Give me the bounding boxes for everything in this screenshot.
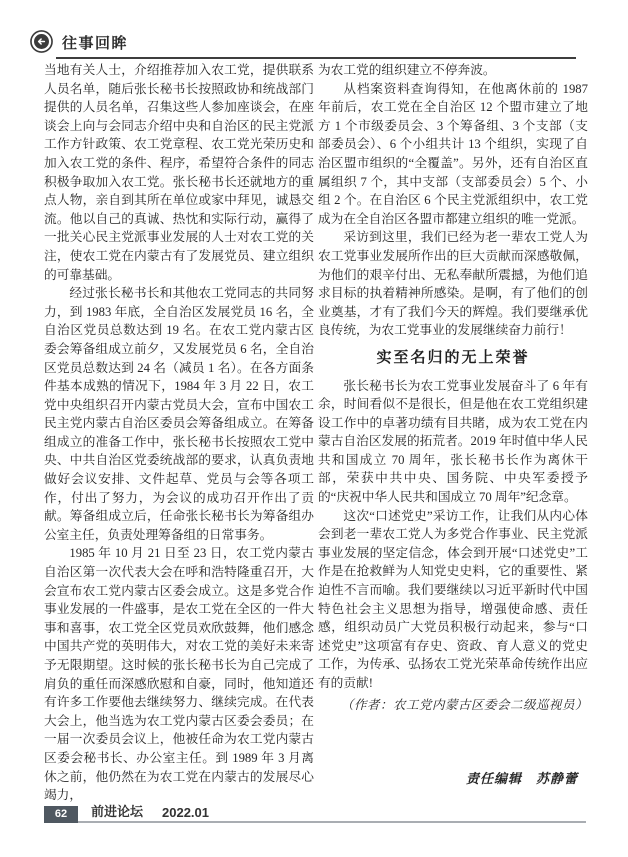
circled-back-arrow-icon — [30, 30, 53, 53]
article-paragraph: 为农工党的组织建立不停奔波。 — [318, 63, 496, 77]
article-column-right — [318, 61, 588, 789]
article-paragraph: 采访到这里，我们已经为老一辈农工党人为农工党事业发展所作出的巨大贡献而深感敬佩，为他们的艰辛付出、无私奉献所震撼，为他们追求目标的执着精神所感染。是啊，有了他们的创业奠基，才有了我们今天的辉煌。我们要继承优良传统，为农工党事业的发展继续奋力前行！ — [318, 230, 588, 338]
issue-number: 2022.01 — [162, 805, 209, 820]
page-number-badge: 62 — [44, 806, 78, 823]
journal-title: 前进论坛 — [91, 804, 144, 819]
article-column-left — [44, 61, 314, 805]
editor-credit: 责任编辑 苏静蕾 — [465, 771, 578, 787]
article-paragraph: 经过张长秘书长和其他农工党同志的共同努力，到 1983 年底，全自治区发展党员 16 名，全自治区党员总数达到 19 名。在农工党内蒙古区委会筹备组成立前夕，又发展党员 6 名，全自治区党员总数达到 24 名（减员 1 名）。在各方面条件基本成熟的情况下，1984 年 3 月 22 日，农工党中央组织召开内蒙古党员大会，宣布中国农工民主党内蒙古自治区委员会筹备组成立。在筹备组成立的准备工作中，张长秘书长按照农工党中央、中共自治区党委统战部的要求，认真负责地做好会议安排、文件起草、党员与会等各项工作，付出了努力，为会议的成功召开作出了贡献。筹备组成立后，任命张长秘书长为筹备组办公室主任，负责处理筹备组的日常事务。 — [44, 286, 314, 542]
author-note: （作者：农工党内蒙古区委会二级巡视员） — [340, 697, 588, 712]
section-label: 往事回眸 — [62, 35, 129, 52]
section-heading: 实至名归的无上荣誉 — [376, 349, 530, 366]
article-paragraph: 当地有关人士，介绍推荐加入农工党，提供联系人员名单，随后张长秘书长按照政协和统战部门提供的人员名单，召集这些人参加座谈会，在座谈会上向与会同志介绍中央和自治区的民主党派工作方针政策、农工党章程、农工党光荣历史和加入农工党的条件、程序，希望符合条件的同志积极争取加入农工党。张长秘书长还就地方的重点人物，亲自到其所在单位或家中拜见，诚恳交流。他以自己的真诚、热忱和实际行动，赢得了一批关心民主党派事业发展的人士对农工党的关注，使农工党在内蒙古有了发展党员、建立组织的可靠基础。 — [44, 63, 314, 282]
footer-rule — [44, 821, 586, 823]
header-rule — [56, 57, 576, 59]
page-footer — [44, 805, 586, 823]
article-paragraph: 从档案资料查询得知，在他离休前的 1987 年前后，农工党在全自治区 12 个盟市建立了地方 1 个市级委员会、3 个筹备组、3 个支部（支部委员会）、6 个小组共计 13 个组织，实现了自治区盟市组织的“全覆盖”。另外，还有自治区直属组织 7 个，其中支部（支部委员会）5 个、小组 2 个。在自治区 6 个民主党派组织中，农工党成为在全自治区各盟市都建立组织的唯一党派。 — [318, 81, 588, 226]
article-paragraph: 1985 年 10 月 21 日至 23 日，农工党内蒙古自治区第一次代表大会在呼和浩特隆重召开，大会宣布农工党内蒙古区委会成立。这是多党合作事业发展的一件盛事，是农工党在全区的一件大事和喜事，农工党全区党员欢欣鼓舞，他们感念中国共产党的英明伟大，对农工党的美好未来寄予无限期望。这时候的张长秘书长为自己完成了肩负的重任而深感欣慰和自豪，同时，他知道还有许多工作要他去继续努力、继续完成。在代表大会上，他当选为农工党内蒙古区委会委员；在一届一次委员会议上，他被任命为农工党内蒙古区委会秘书长、办公室主任。到 1989 年 3 月离休之前，他仍然在为农工党在内蒙古的发展尽心竭力， — [44, 546, 314, 803]
article-paragraph: 张长秘书长为农工党事业发展奋斗了 6 年有余，时间看似不是很长，但是他在农工党组织建设工作中的卓著功绩有目共睹，成为农工党在内蒙古自治区发展的拓荒者。2019 年时值中华人民共和国成立 70 周年，张长秘书长作为离休干部，荣获中共中央、国务院、中央军委授予的“庆祝中华人民共和国成立 70 周年”纪念章。 — [318, 378, 588, 505]
article-paragraph: 这次“口述党史”采访工作，让我们从内心体会到老一辈农工党人为多党合作事业、民主党派事业发展的坚定信念，体会到开展“口述党史”工作是在抢救鲜为人知党史史料，它的重要性、紧迫性不言而喻。我们要继续以习近平新时代中国特色社会主义思想为指导，增强使命感、责任感，组织动员广大党员积极行动起来，参与“口述党史”这项富有存史、资政、育人意义的党史工作，为传承、弘扬农工党光荣革命传统作出应有的贡献! — [318, 508, 588, 690]
